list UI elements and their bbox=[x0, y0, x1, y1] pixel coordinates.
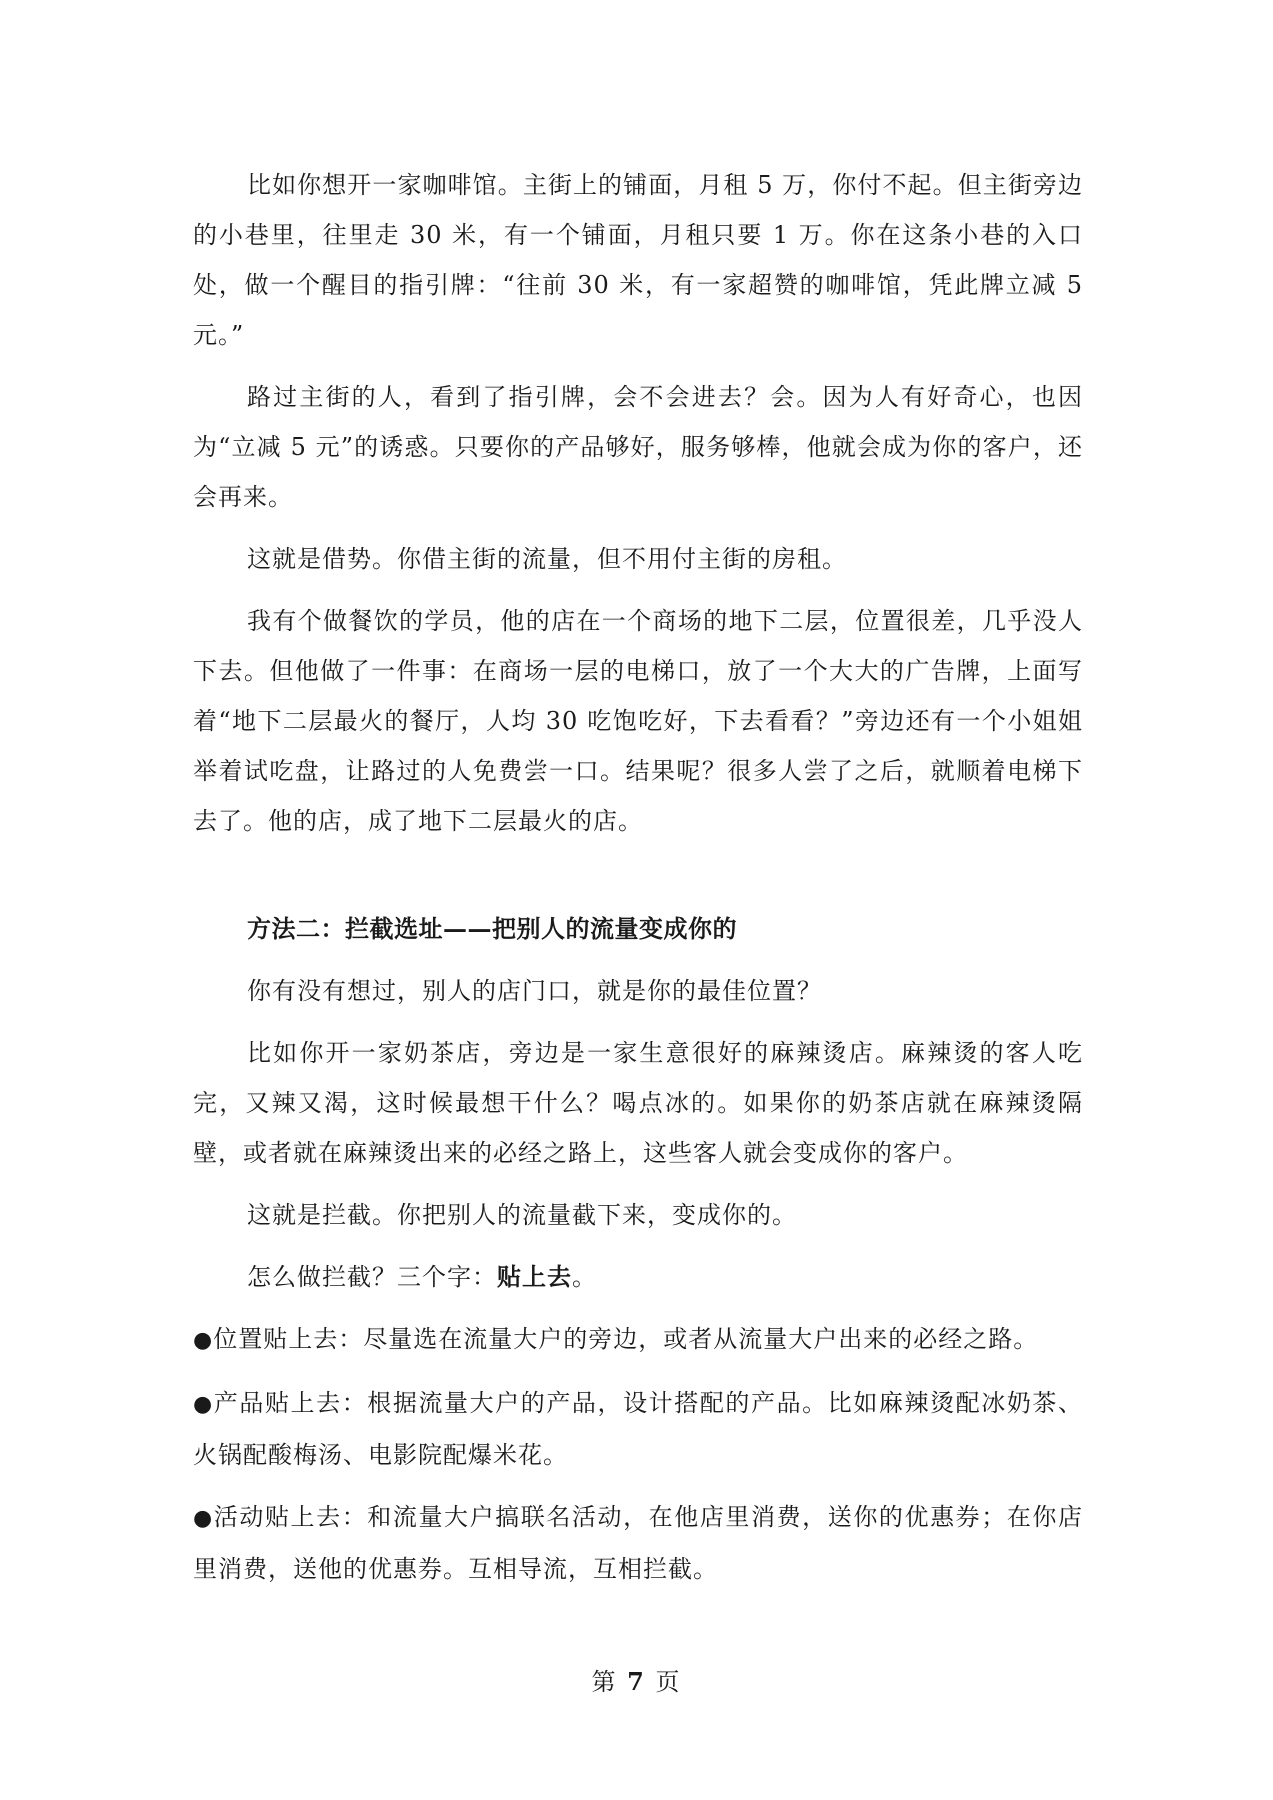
body-paragraph: 这就是拦截。你把别人的流量截下来，变成你的。 bbox=[247, 1201, 797, 1229]
bullet-text: 产品贴上去：根据流量大户的产品，设计搭配的产品。比如麻辣烫配冰奶茶、火锅配酸梅汤、电影院配爆米花。 bbox=[193, 1389, 1083, 1469]
bullet-item bbox=[193, 1314, 1083, 1366]
body-paragraph: 路过主街的人，看到了指引牌，会不会进去？会。因为人有好奇心，也因为“立减 5 元”的诱惑。只要你的产品够好，服务够棒，他就会成为你的客户，还会再来。 bbox=[193, 383, 1083, 511]
body-paragraph: 比如你开一家奶茶店，旁边是一家生意很好的麻辣烫店。麻辣烫的客人吃完，又辣又渴，这时候最想干什么？喝点冰的。如果你的奶茶店就在麻辣烫隔壁，或者就在麻辣烫出来的必经之路上，这些客人就会变成你的客户。 bbox=[193, 1039, 1083, 1167]
body-paragraph: 你有没有想过，别人的店门口，就是你的最佳位置？ bbox=[247, 977, 822, 1005]
page-label-suffix: 页 bbox=[655, 1668, 682, 1696]
page-body bbox=[193, 160, 1083, 1594]
section-heading: 方法二：拦截选址——把别人的流量变成你的 bbox=[247, 914, 737, 943]
howto-keyword: 贴上去 bbox=[497, 1262, 572, 1291]
bullet-text: 位置贴上去：尽量选在流量大户的旁边，或者从流量大户出来的必经之路。 bbox=[213, 1325, 1039, 1353]
howto-suffix: 。 bbox=[572, 1263, 597, 1291]
body-paragraph: 我有个做餐饮的学员，他的店在一个商场的地下二层，位置很差，几乎没人下去。但他做了一件事：在商场一层的电梯口，放了一个大大的广告牌，上面写着“地下二层最火的餐厅，人均 30 吃饱吃好，下去看看？”旁边还有一个小姐姐举着试吃盘，让路过的人免费尝一口。结果呢？很多人尝了之后，就顺着电梯下去了。他的店，成了地下二层最火的店。 bbox=[193, 607, 1083, 835]
howto-paragraph bbox=[193, 1252, 1083, 1302]
bullet-item bbox=[193, 1378, 1083, 1480]
bullet-item bbox=[193, 1492, 1083, 1594]
bullet-text: 活动贴上去：和流量大户搞联名活动，在他店里消费，送你的优惠券；在你店里消费，送他的优惠券。互相导流，互相拦截。 bbox=[193, 1503, 1083, 1583]
page-number: 7 bbox=[627, 1667, 646, 1696]
body-paragraph: 这就是借势。你借主街的流量，但不用付主街的房租。 bbox=[247, 545, 847, 573]
page-label-prefix: 第 bbox=[591, 1668, 618, 1696]
bullet-icon: ● bbox=[193, 1328, 214, 1353]
bullet-icon: ● bbox=[193, 1506, 214, 1531]
bullet-icon: ● bbox=[193, 1392, 214, 1417]
howto-prefix: 怎么做拦截？三个字： bbox=[247, 1263, 497, 1291]
page-footer bbox=[0, 1662, 1273, 1697]
body-paragraph: 比如你想开一家咖啡馆。主街上的铺面，月租 5 万，你付不起。但主街旁边的小巷里，往里走 30 米，有一个铺面，月租只要 1 万。你在这条小巷的入口处，做一个醒目的指引牌：“往前 30 米，有一家超赞的咖啡馆，凭此牌立减 5 元。” bbox=[193, 171, 1083, 349]
